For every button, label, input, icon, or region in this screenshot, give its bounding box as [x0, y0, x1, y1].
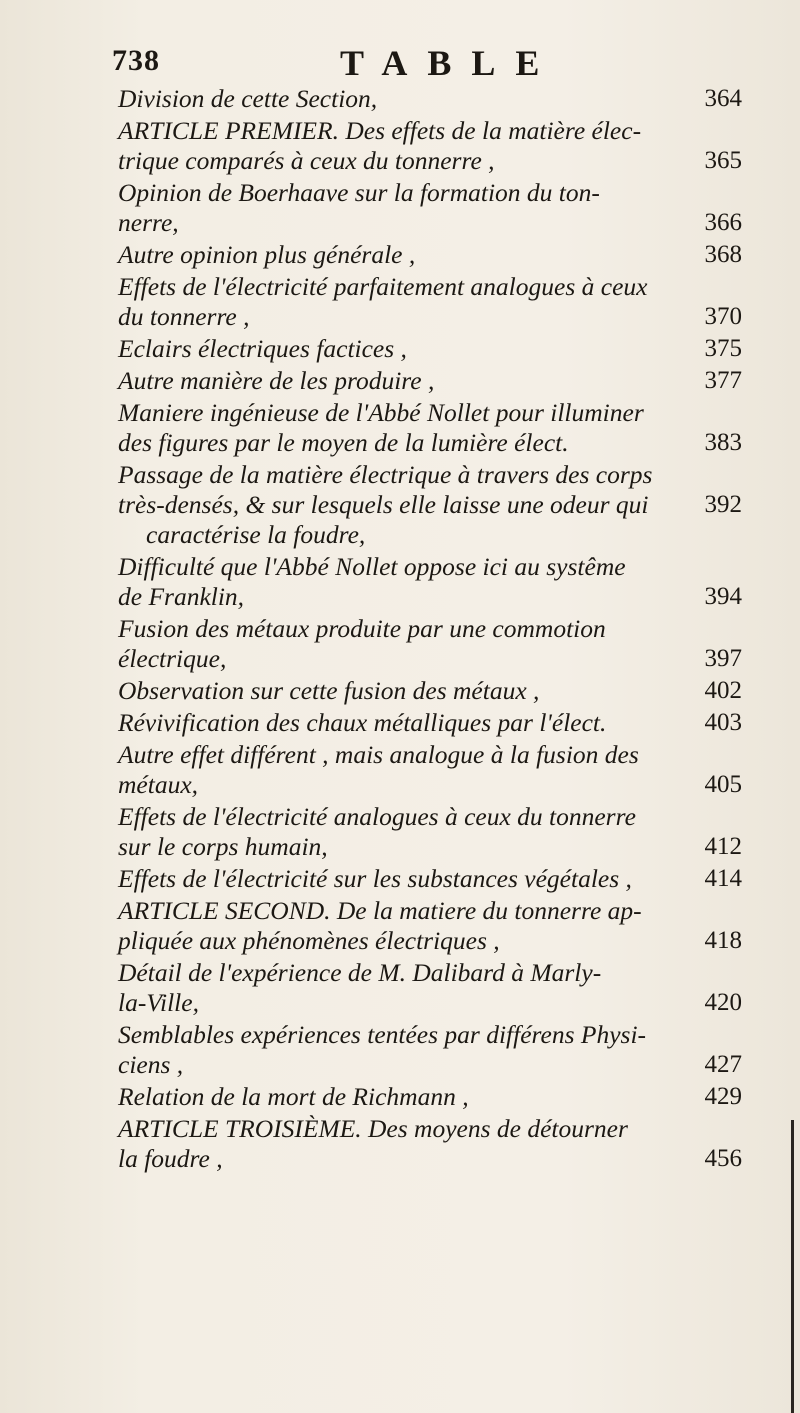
toc-entry-title: Relation de la mort de Richmann , [118, 1082, 469, 1111]
toc-entry [118, 398, 742, 458]
toc-entry-title: Passage de la matière électrique à travers des corps [118, 460, 653, 489]
toc-entry-title: ARTICLE SECOND. De la matiere du tonnerre ap- [118, 896, 642, 925]
toc-entry-title: Détail de l'expérience de M. Dalibard à Marly- [118, 958, 602, 987]
toc-entry-continuation: des figures par le moyen de la lumière élect. [118, 428, 569, 457]
toc-entry-continuation: électrique, [118, 644, 227, 673]
toc-entry-continuation: ciens , [118, 1050, 184, 1079]
toc-entry [118, 552, 742, 612]
toc-entry-continuation: du tonnerre , [118, 302, 250, 331]
toc-entry-title: Eclairs électriques factices , [118, 334, 407, 363]
toc-entry-page: 366 [704, 209, 742, 236]
toc-entry-continuation: sur le corps humain, [118, 832, 328, 861]
toc-entry-title: Semblables expériences tentées par différens Physi- [118, 1020, 647, 1049]
toc-entry-page: 377 [704, 367, 742, 394]
toc-entry-page: 420 [704, 989, 742, 1016]
toc-entry-title: Autre opinion plus générale , [118, 240, 416, 269]
toc-entry-title: ARTICLE PREMIER. Des effets de la matière élec- [118, 116, 642, 145]
toc-entry-continuation: la-Ville, [118, 988, 199, 1017]
toc-entry-page: 418 [704, 927, 742, 954]
page-header [112, 44, 712, 88]
toc-entry-title: Effets de l'électricité analogues à ceux du tonnerre [118, 802, 636, 831]
toc-entry-page: 414 [704, 865, 742, 892]
toc-entry-continuation: très-densés, & sur lesquels elle laisse une odeur qui caractérise la foudre, [118, 490, 649, 549]
toc-entry [118, 116, 742, 176]
toc-entry-title: Autre effet différent , mais analogue à la fusion des [118, 740, 639, 769]
toc-entry-continuation: métaux, [118, 770, 199, 799]
toc-entry [118, 84, 742, 114]
toc-entry [118, 676, 742, 706]
toc-entry-page: 394 [704, 583, 742, 610]
toc-entry-continuation: nerre, [118, 208, 179, 237]
toc-entry-title: Effets de l'électricité sur les substances végétales , [118, 864, 632, 893]
toc-entry-page: 375 [704, 335, 742, 362]
toc-entry [118, 460, 742, 550]
toc-entry [118, 1020, 742, 1080]
toc-entry-continuation: de Franklin, [118, 582, 245, 611]
toc-entry-continuation: trique comparés à ceux du tonnerre , [118, 146, 495, 175]
toc-entry-page: 392 [704, 491, 742, 518]
toc-entry-title: Autre manière de les produire , [118, 366, 435, 395]
toc-entry-title: Effets de l'électricité parfaitement analogues à ceux [118, 272, 648, 301]
toc-entry-page: 402 [704, 677, 742, 704]
toc-entry [118, 614, 742, 674]
toc-entry [118, 708, 742, 738]
toc-entry-continuation: la foudre , [118, 1144, 223, 1173]
toc-entry-title: Fusion des métaux produite par une commotion [118, 614, 606, 643]
toc-entry [118, 896, 742, 956]
toc-entry [118, 240, 742, 270]
toc-entry-page: 427 [704, 1051, 742, 1078]
toc-entry-page: 456 [704, 1145, 742, 1172]
toc-entry-title: Division de cette Section, [118, 84, 378, 113]
page-number: 738 [112, 44, 160, 77]
toc-entry [118, 334, 742, 364]
toc-entry-page: 383 [704, 429, 742, 456]
toc-entry [118, 958, 742, 1018]
toc-entry-page: 397 [704, 645, 742, 672]
toc-entry-title: ARTICLE TROISIÈME. Des moyens de détourner [118, 1114, 628, 1143]
toc-entry [118, 1114, 742, 1174]
toc-entry-title: Opinion de Boerhaave sur la formation du ton- [118, 178, 600, 207]
toc-entry-page: 405 [704, 771, 742, 798]
toc-entry-page: 429 [704, 1083, 742, 1110]
toc-entry [118, 272, 742, 332]
toc-entry [118, 802, 742, 862]
toc-entry [118, 366, 742, 396]
page-edge-shadow [791, 1120, 794, 1413]
toc-entry [118, 1082, 742, 1112]
toc-entry [118, 740, 742, 800]
toc-entry-page: 368 [704, 241, 742, 268]
toc-entry-page: 365 [704, 147, 742, 174]
toc-entry-title: Difficulté que l'Abbé Nollet oppose ici au systême [118, 552, 626, 581]
toc-entry [118, 178, 742, 238]
toc-entry-page: 403 [704, 709, 742, 736]
toc-entry-continuation: pliquée aux phénomènes électriques , [118, 926, 500, 955]
toc-entry-page: 370 [704, 303, 742, 330]
toc-entry-page: 412 [704, 833, 742, 860]
toc-entry-title: Révivification des chaux métalliques par l'élect. [118, 708, 607, 737]
toc-entry-title: Observation sur cette fusion des métaux , [118, 676, 540, 705]
toc-entry [118, 864, 742, 894]
toc-entry-page: 364 [704, 85, 742, 112]
running-title: TABLE [340, 43, 560, 83]
toc-entry-title: Maniere ingénieuse de l'Abbé Nollet pour illuminer [118, 398, 644, 427]
table-of-contents [118, 84, 742, 1176]
